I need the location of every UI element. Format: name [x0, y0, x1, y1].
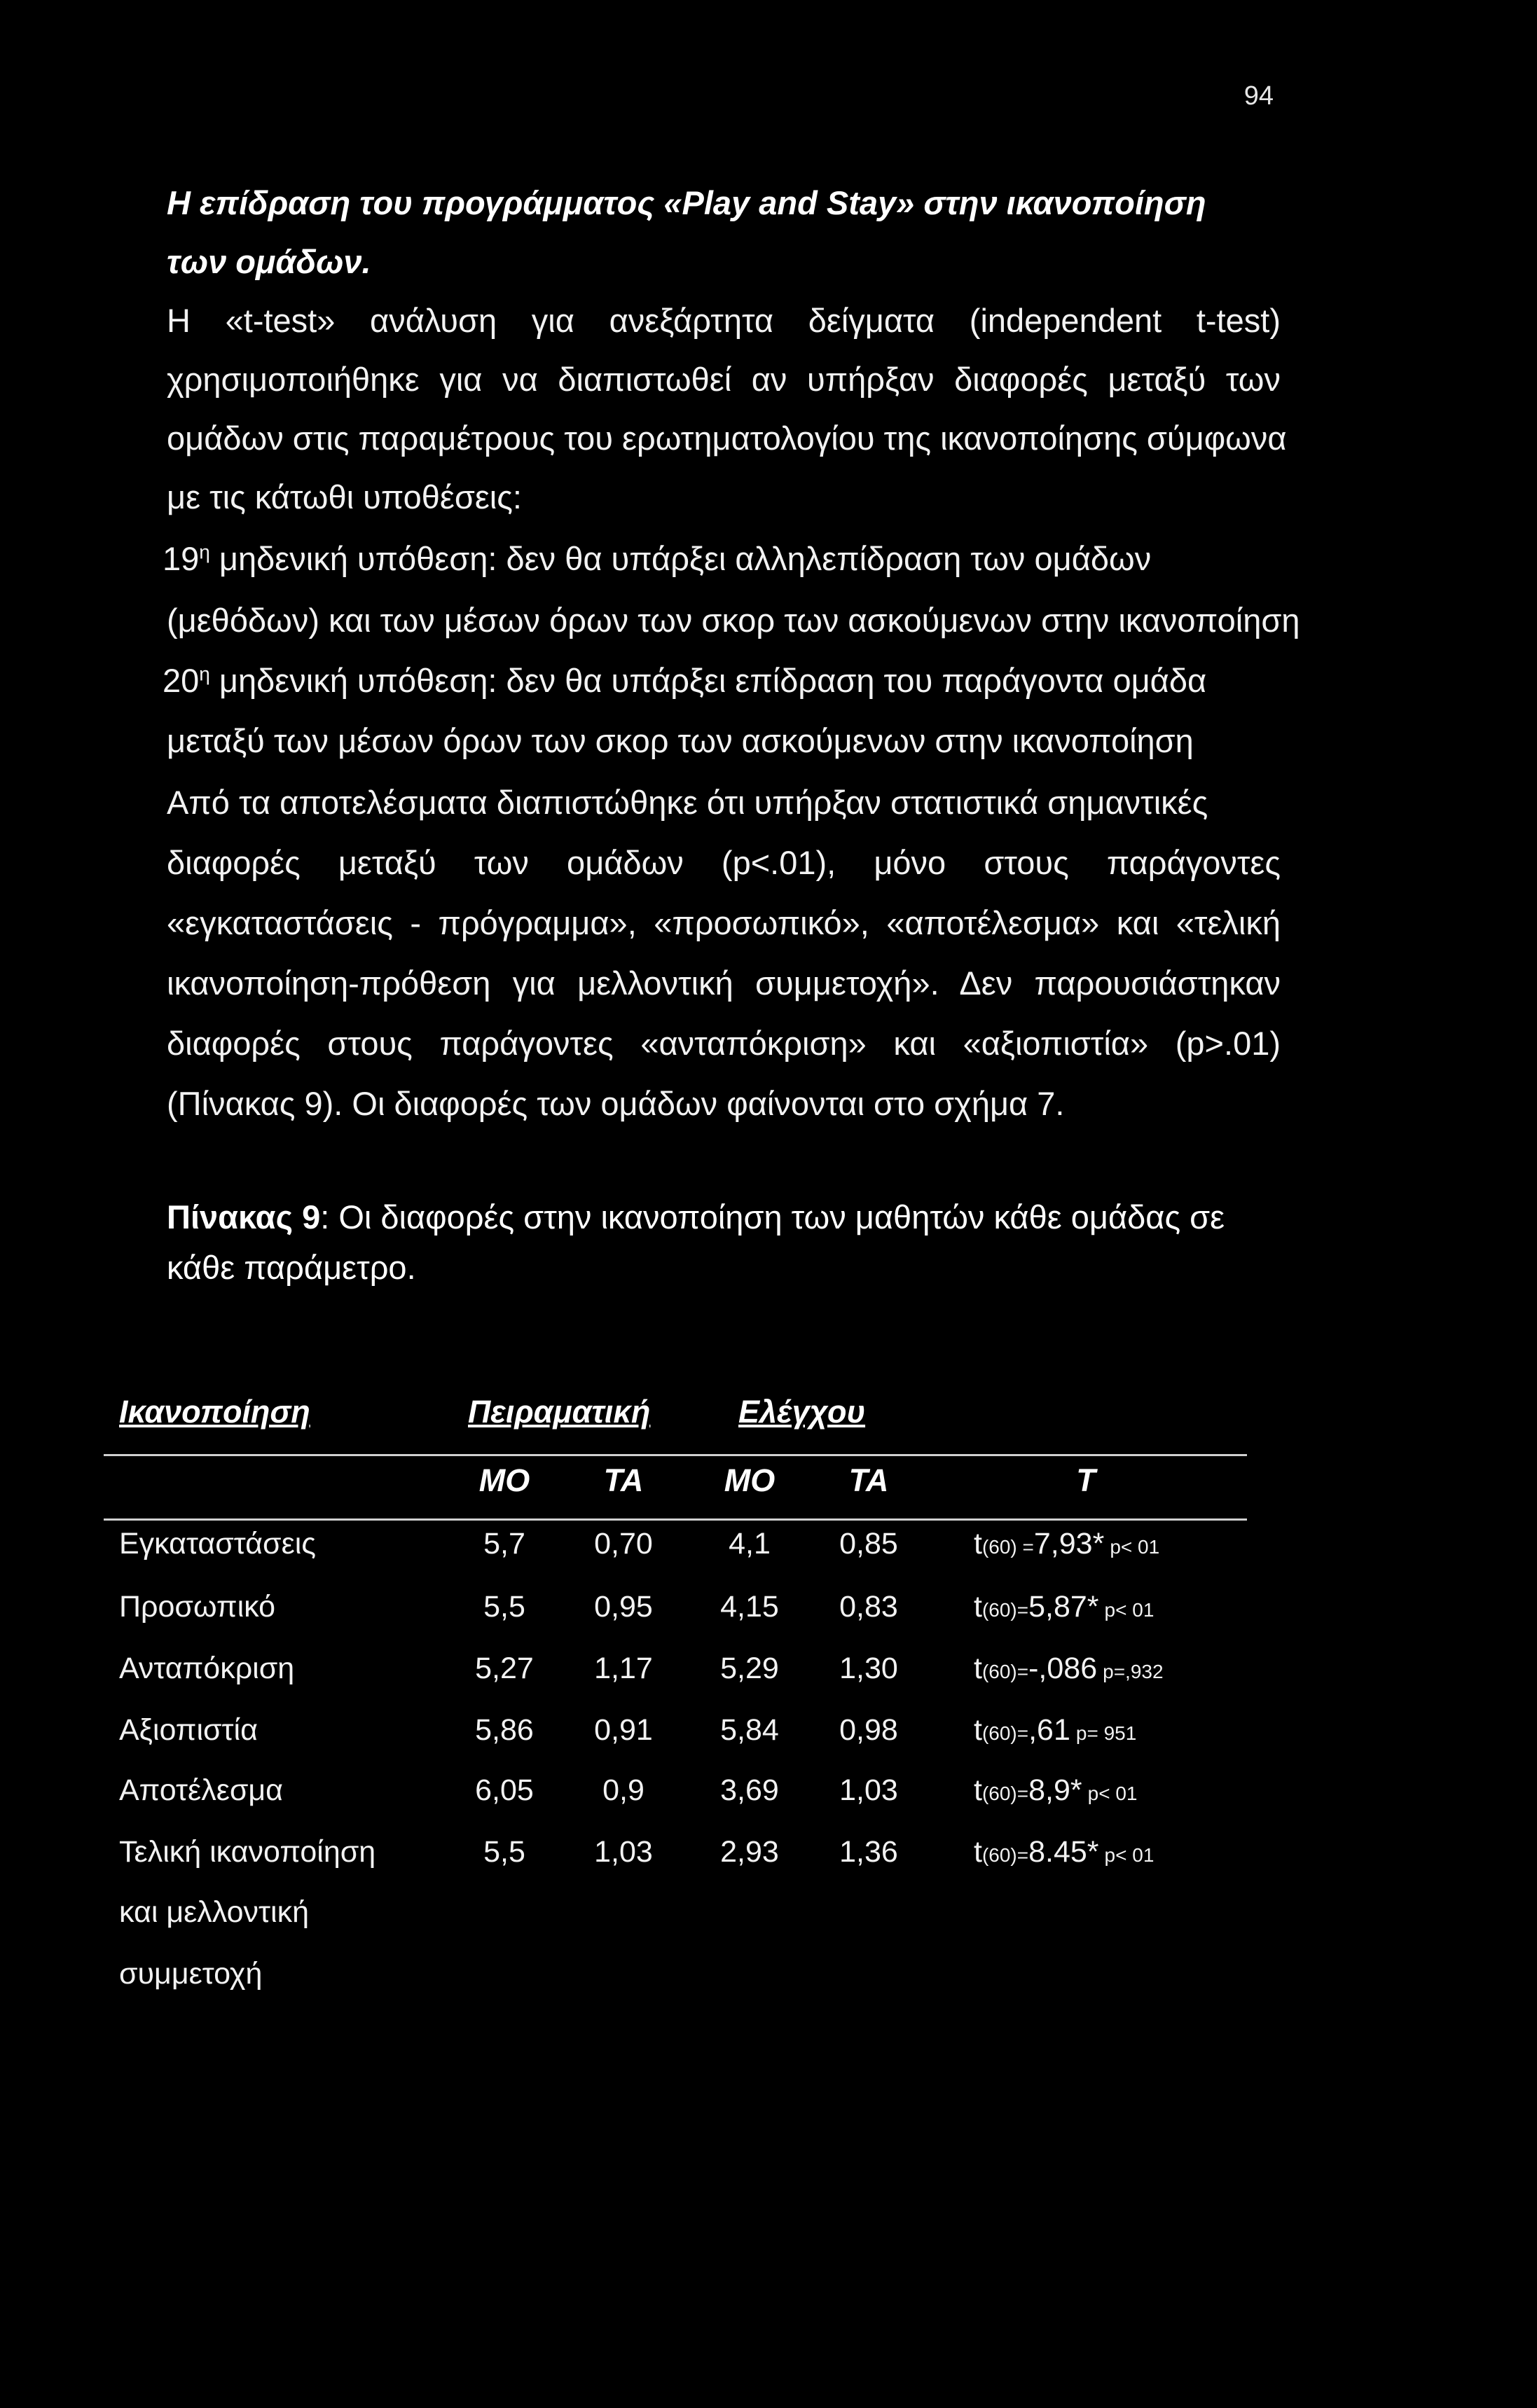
p-value: p=,932	[1103, 1661, 1164, 1682]
table-cell-ta-control: 1,03	[839, 1773, 898, 1807]
t-degrees: (60) =	[981, 1536, 1034, 1558]
section-heading-line2: των ομάδων.	[167, 243, 371, 280]
t-symbol: t	[974, 1835, 982, 1869]
t-symbol: t	[974, 1527, 982, 1561]
t-degrees: (60)=	[981, 1783, 1029, 1804]
table-cell-ta-experimental: 0,9	[602, 1773, 645, 1807]
table-cell-mo-control: 2,93	[720, 1835, 779, 1869]
table-col-experimental: Πειραματική	[468, 1394, 651, 1430]
table-cell-ta-experimental: 0,91	[594, 1713, 653, 1747]
p-value: p< 01	[1110, 1536, 1160, 1558]
section-heading-line1: Η επίδραση του προγράμματος «Play and Stay» στην ικανοποίηση	[167, 184, 1206, 221]
table-top-rule	[104, 1454, 1247, 1456]
t-symbol: t	[974, 1590, 982, 1624]
table-cell-mo-experimental: 5,7	[483, 1527, 525, 1561]
table-cell-t-statistic	[974, 1773, 1137, 1808]
table-col-satisfaction: Ικανοποίηση	[119, 1394, 310, 1430]
table-cell-ta-experimental: 0,70	[594, 1527, 653, 1561]
t-value: -,086	[1028, 1652, 1098, 1685]
hypothesis2-number: 20	[163, 662, 200, 699]
t-degrees: (60)=	[981, 1661, 1029, 1682]
paragraph1-line2: χρησιμοποιήθηκε για να διαπιστωθεί αν υπήρξαν διαφορές μεταξύ των	[167, 361, 1281, 398]
table-cell-mo-control: 3,69	[720, 1773, 779, 1807]
table-row-label-continued: και μελλοντική	[119, 1895, 309, 1929]
table-row-label: Προσωπικό	[119, 1590, 276, 1624]
paragraph2-line2: διαφορές μεταξύ των ομάδων (p<.01), μόνο στους παράγοντες	[167, 844, 1281, 881]
t-symbol: t	[974, 1773, 982, 1807]
table-cell-t-statistic	[974, 1713, 1136, 1748]
table-sub-mo2: ΜΟ	[724, 1462, 776, 1498]
table-cell-t-statistic	[974, 1590, 1154, 1624]
hypothesis1-line2: (μεθόδων) και των μέσων όρων των σκορ των ασκούμενων στην ικανοποίηση	[167, 602, 1300, 639]
table-cell-mo-control: 4,15	[720, 1590, 779, 1624]
paragraph1-line1: Η «t-test» ανάλυση για ανεξάρτητα δείγματα (independent t-test)	[167, 302, 1281, 339]
paragraph1-line4: με τις κάτωθι υποθέσεις:	[167, 478, 522, 515]
t-value: 8,9*	[1028, 1773, 1082, 1807]
p-value: p= 951	[1075, 1722, 1137, 1744]
table-row-label: Εγκαταστάσεις	[119, 1527, 317, 1561]
hypothesis2-text: μηδενική υπόθεση: δεν θα υπάρξει επίδραση του παράγοντα ομάδα	[219, 662, 1207, 699]
table-cell-mo-control: 5,84	[720, 1713, 779, 1747]
table-cell-mo-experimental: 5,5	[483, 1590, 525, 1624]
t-symbol: t	[974, 1713, 982, 1747]
t-symbol: t	[974, 1652, 982, 1685]
table-cell-ta-control: 0,98	[839, 1713, 898, 1747]
table-cell-t-statistic	[974, 1652, 1164, 1686]
table-sub-ta1: ΤΑ	[603, 1462, 644, 1498]
table-caption-label: Πίνακας 9	[167, 1198, 321, 1236]
table-cell-mo-control: 5,29	[720, 1652, 779, 1685]
hypothesis1-line1	[163, 539, 1281, 579]
table-cell-ta-control: 1,36	[839, 1835, 898, 1869]
paragraph2-line1: Από τα αποτελέσματα διαπιστώθηκε ότι υπήρξαν στατιστικά σημαντικές	[167, 784, 1208, 821]
page-number: 94	[1243, 81, 1274, 111]
table-row-label-continued: συμμετοχή	[119, 1957, 263, 1991]
table-cell-ta-control: 1,30	[839, 1652, 898, 1685]
p-value: p< 01	[1087, 1783, 1138, 1804]
table-col-control: Ελέγχου	[738, 1394, 866, 1430]
table-row-label: Αποτέλεσμα	[119, 1773, 284, 1807]
paragraph2-line4: ικανοποίηση-πρόθεση για μελλοντική συμμετοχή». Δεν παρουσιάστηκαν	[167, 964, 1281, 1002]
p-value: p< 01	[1104, 1844, 1155, 1866]
table-caption-line2: κάθε παράμετρο.	[167, 1249, 416, 1286]
paragraph1-line3: ομάδων στις παραμέτρους του ερωτηματολογίου της ικανοποίησης σύμφωνα	[167, 420, 1287, 457]
table-cell-ta-experimental: 0,95	[594, 1590, 653, 1624]
table-cell-ta-control: 0,83	[839, 1590, 898, 1624]
table-caption-line1	[167, 1198, 1225, 1237]
table-sub-ta2: ΤΑ	[848, 1462, 889, 1498]
table-cell-ta-control: 0,85	[839, 1527, 898, 1561]
paragraph2-line5: διαφορές στους παράγοντες «ανταπόκριση» και «αξιοπιστία» (p>.01)	[167, 1025, 1281, 1062]
table-cell-t-statistic	[974, 1835, 1154, 1869]
t-degrees: (60)=	[981, 1722, 1029, 1744]
hypothesis1-text: μηδενική υπόθεση: δεν θα υπάρξει αλληλεπίδραση των ομάδων	[219, 540, 1152, 577]
paragraph2-line6: (Πίνακας 9). Οι διαφορές των ομάδων φαίνονται στο σχήμα 7.	[167, 1085, 1065, 1122]
table-sub-mo1: ΜΟ	[478, 1462, 530, 1498]
table-cell-mo-experimental: 5,86	[475, 1713, 534, 1747]
table-cell-mo-experimental: 5,27	[475, 1652, 534, 1685]
table-cell-mo-experimental: 5,5	[483, 1835, 525, 1869]
t-degrees: (60)=	[981, 1844, 1029, 1866]
table-cell-t-statistic	[974, 1527, 1159, 1561]
table-cell-mo-control: 4,1	[729, 1527, 771, 1561]
t-value: 5,87*	[1028, 1590, 1099, 1624]
table-mid-rule	[104, 1518, 1247, 1521]
hypothesis2-ordinal: η	[199, 663, 210, 685]
hypothesis1-number: 19	[163, 540, 200, 577]
table-caption-text: : Οι διαφορές στην ικανοποίηση των μαθητών κάθε ομάδας σε	[320, 1198, 1225, 1236]
hypothesis2-line2: μεταξύ των μέσων όρων των σκορ των ασκούμενων στην ικανοποίηση	[167, 722, 1194, 759]
table-cell-mo-experimental: 6,05	[475, 1773, 534, 1807]
hypothesis2-line1	[163, 661, 1281, 700]
p-value: p< 01	[1104, 1599, 1155, 1621]
table-row-label: Τελική ικανοποίηση	[119, 1835, 376, 1869]
hypothesis1-ordinal: η	[199, 541, 210, 563]
paragraph2-line3: «εγκαταστάσεις - πρόγραμμα», «προσωπικό», «αποτέλεσμα» και «τελική	[167, 904, 1281, 941]
t-value: 8.45*	[1028, 1835, 1099, 1869]
table-sub-t: T	[1076, 1462, 1096, 1498]
table-cell-ta-experimental: 1,03	[594, 1835, 653, 1869]
table-row-label: Αξιοπιστία	[119, 1713, 258, 1747]
t-value: ,61	[1028, 1713, 1070, 1747]
table-row-label: Ανταπόκριση	[119, 1652, 295, 1685]
t-value: 7,93*	[1033, 1527, 1105, 1561]
t-degrees: (60)=	[981, 1599, 1029, 1621]
table-cell-ta-experimental: 1,17	[594, 1652, 653, 1685]
